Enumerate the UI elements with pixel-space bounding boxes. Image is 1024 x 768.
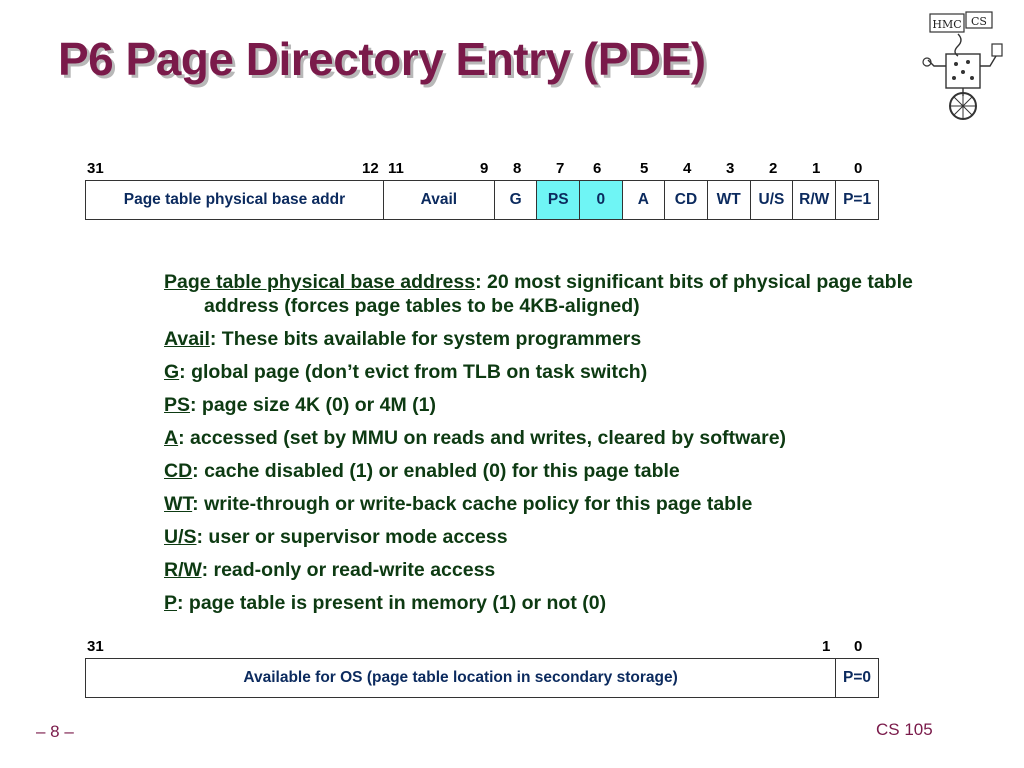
description-term: A (164, 427, 179, 449)
bit-number: 0 (854, 160, 863, 177)
slide-title: P6 Page Directory Entry (PDE) (58, 33, 706, 85)
description-term: Page table physical base address (164, 271, 476, 293)
description-text: : global page (don’t evict from TLB on task switch) (179, 361, 648, 383)
course-label: CS 105 (876, 720, 933, 739)
description-text: : accessed (set by MMU on reads and writes, cleared by software) (178, 427, 787, 449)
field-descriptions (164, 270, 954, 624)
description-text: : read-only or read-write access (201, 559, 496, 581)
bit-number: 0 (854, 638, 863, 655)
description-term: G (164, 361, 180, 383)
logo-cs-text: CS (971, 15, 987, 28)
bit-number: 1 (812, 160, 821, 177)
description-item (164, 393, 954, 417)
page-number: – 8 – (36, 722, 74, 741)
pde-register-table (85, 180, 879, 220)
description-text: : cache disabled (1) or enabled (0) for this page table (192, 460, 680, 482)
pde-field-g: G (494, 181, 537, 220)
description-term: CD (164, 460, 193, 482)
description-text: : write-through or write-back cache policy for this page table (192, 493, 753, 515)
bit-number: 6 (593, 160, 602, 177)
description-text: : page size 4K (0) or 4M (1) (190, 394, 436, 416)
description-text: : These bits available for system programmers (209, 328, 642, 350)
description-item (164, 327, 954, 351)
np-field-p0: P=0 (836, 659, 879, 698)
description-text: : page table is present in memory (1) or not (0) (177, 592, 607, 614)
description-text: : user or supervisor mode access (196, 526, 508, 548)
pde-field-zero: 0 (580, 181, 623, 220)
logo-hmc-text: HMC (932, 18, 962, 31)
description-item (164, 525, 954, 549)
pde-register-row (86, 181, 879, 220)
np-field-available-for-os: Available for OS (page table location in secondary storage) (86, 659, 836, 698)
hmc-cs-logo (918, 10, 1010, 122)
description-term: U/S (164, 526, 197, 548)
pde-field-base-addr: Page table physical base addr (86, 181, 384, 220)
pde-field-avail: Avail (383, 181, 494, 220)
description-term: PS (164, 394, 191, 416)
bit-number: 7 (556, 160, 565, 177)
pde-field-p1: P=1 (836, 181, 879, 220)
description-item (164, 492, 954, 516)
description-item (164, 558, 954, 582)
bit-number: 31 (87, 638, 104, 655)
not-present-register-row (86, 659, 879, 698)
pde-field-a: A (622, 181, 665, 220)
description-term: P (164, 592, 178, 614)
robot-icon (923, 12, 1002, 119)
pde-field-us: U/S (750, 181, 793, 220)
bit-number: 1 (822, 638, 831, 655)
description-item (164, 360, 954, 384)
pde-field-rw: R/W (793, 181, 836, 220)
bit-number: 9 (480, 160, 489, 177)
description-item (164, 270, 954, 318)
description-text: : 20 most significant bits of physical page table address (forces page tables to be 4KB-aligned) (204, 271, 913, 317)
description-item (164, 591, 954, 615)
description-term: Avail (164, 328, 210, 350)
bit-number: 31 (87, 160, 104, 177)
pde-field-cd: CD (665, 181, 708, 220)
description-term: WT (164, 493, 193, 515)
description-term: R/W (164, 559, 202, 581)
pde-field-wt: WT (707, 181, 750, 220)
bit-number: 4 (683, 160, 692, 177)
description-item (164, 426, 954, 450)
bit-number: 3 (726, 160, 735, 177)
bit-number: 2 (769, 160, 778, 177)
not-present-register-table (85, 658, 879, 698)
pde-field-ps: PS (537, 181, 580, 220)
bit-number: 11 (388, 160, 404, 177)
description-item (164, 459, 954, 483)
bit-number: 12 (362, 160, 379, 177)
bit-number: 5 (640, 160, 649, 177)
bit-number: 8 (513, 160, 522, 177)
